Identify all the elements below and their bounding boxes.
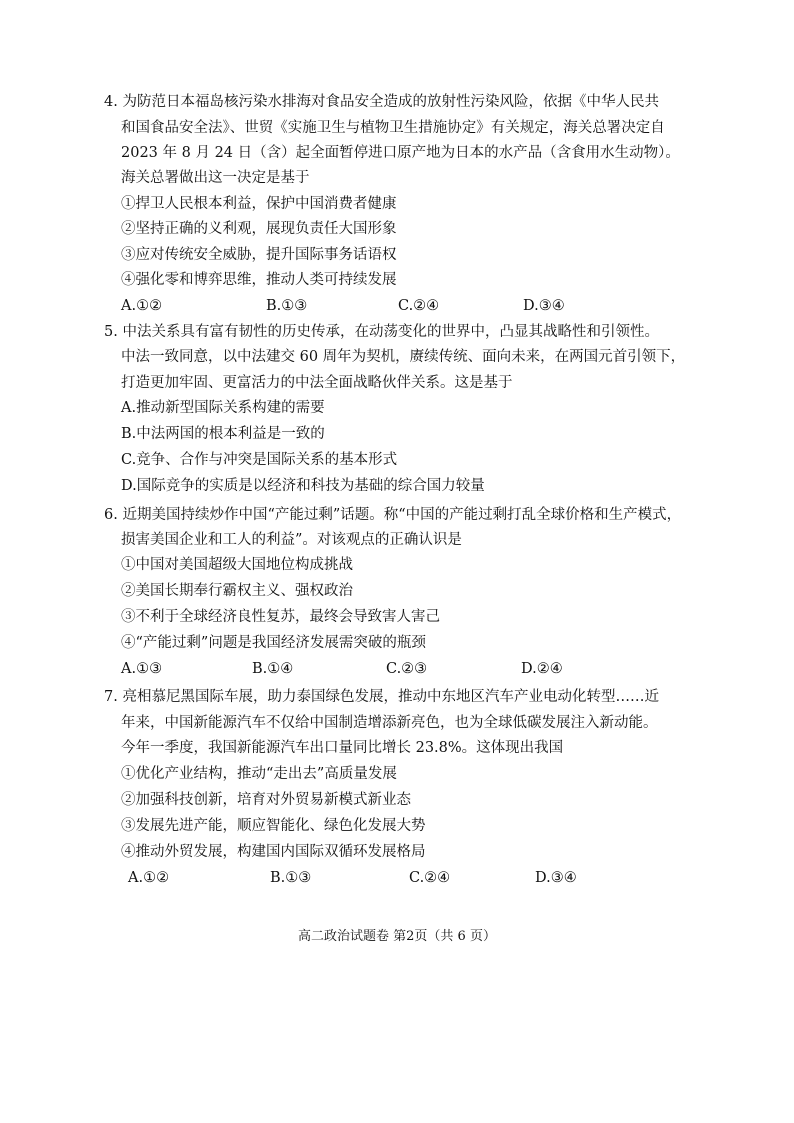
question-4-item-1: ①捍卫人民根本利益，保护中国消费者健康 <box>121 196 397 212</box>
question-5-line-3: 打造更加牢固、更富活力的中法全面战略伙伴关系。这是基于 <box>121 375 513 391</box>
question-6-item-2: ②美国长期奉行霸权主义、强权政治 <box>121 583 353 599</box>
question-4-item-3: ③应对传统安全威胁，提升国际事务话语权 <box>121 247 397 263</box>
question-7-option-d: D.③④ <box>535 870 577 886</box>
question-4-line-1: 4. 为防范日本福岛核污染水排海对食品安全造成的放射性污染风险，依据《中华人民共 <box>104 94 659 110</box>
page-footer: 高二政治试题卷 第2页（共 6 页） <box>298 929 496 944</box>
question-7-option-b: B.①③ <box>270 870 312 886</box>
question-4-option-b: B.①③ <box>266 298 308 314</box>
question-4-option-a: A.①② <box>121 298 163 314</box>
question-7-line-2: 年来，中国新能源汽车不仅给中国制造增添新亮色，也为全球低碳发展注入新动能。 <box>121 715 658 731</box>
question-5-line-1: 5. 中法关系具有富有韧性的历史传承，在动荡变化的世界中，凸显其战略性和引领性。 <box>104 324 659 340</box>
question-6-option-c: C.②③ <box>386 661 428 677</box>
question-5-option-d: D.国际竞争的实质是以经济和科技为基础的综合国力较量 <box>121 478 485 494</box>
question-5-option-c: C.竞争、合作与冲突是国际关系的基本形式 <box>121 452 398 468</box>
question-7-item-3: ③发展先进产能，顺应智能化、绿色化发展大势 <box>121 818 426 834</box>
question-6-line-1: 6. 近期美国持续炒作中国“产能过剩”话题。称“中国的产能过剩打乱全球价格和生产模式， <box>104 507 682 523</box>
question-7-line-1: 7. 亮相慕尼黑国际车展，助力泰国绿色发展，推动中东地区汽车产业电动化转型……近 <box>104 689 659 705</box>
question-4-line-2: 和国食品安全法》、世贸《实施卫生与植物卫生措施协定》有关规定，海关总署决定自 <box>121 120 665 136</box>
question-4-item-4: ④强化零和博弈思维，推动人类可持续发展 <box>121 272 397 288</box>
question-4-option-d: D.③④ <box>523 298 565 314</box>
question-4-line-4: 海关总署做出这一决定是基于 <box>121 170 310 186</box>
question-6-option-b: B.①④ <box>252 661 294 677</box>
question-7-option-a: A.①② <box>128 870 170 886</box>
question-7-item-4: ④推动外贸发展，构建国内国际双循环发展格局 <box>121 844 426 860</box>
question-4-option-c: C.②④ <box>398 298 440 314</box>
question-6-item-3: ③不利于全球经济良性复苏，最终会导致害人害己 <box>121 609 440 625</box>
question-7-option-c: C.②④ <box>409 870 451 886</box>
question-5-option-a: A.推动新型国际关系构建的需要 <box>121 400 325 416</box>
question-6-item-4: ④“产能过剩”问题是我国经济发展需突破的瓶颈 <box>121 635 426 651</box>
question-6-option-a: A.①③ <box>121 661 163 677</box>
question-5-option-b: B.中法两国的根本利益是一致的 <box>121 426 325 442</box>
question-7-item-1: ①优化产业结构，推动“走出去”高质量发展 <box>121 766 397 782</box>
question-6-option-d: D.②④ <box>521 661 563 677</box>
question-7-item-2: ②加强科技创新，培育对外贸易新模式新业态 <box>121 792 411 808</box>
question-6-item-1: ①中国对美国超级大国地位构成挑战 <box>121 557 353 573</box>
question-7-line-3: 今年一季度，我国新能源汽车出口量同比增长 23.8%。这体现出我国 <box>121 740 564 756</box>
question-6-line-2: 损害美国企业和工人的利益”。对该观点的正确认识是 <box>121 532 462 548</box>
question-5-line-2: 中法一致同意，以中法建交 60 周年为契机，赓续传统、面向未来，在两国元首引领下， <box>121 349 686 365</box>
question-4-item-2: ②坚持正确的义利观，展现负责任大国形象 <box>121 221 397 237</box>
question-4-line-3: 2023 年 8 月 24 日（含）起全面暂停进口原产地为日本的水产品（含食用水生动物）。 <box>121 145 680 161</box>
